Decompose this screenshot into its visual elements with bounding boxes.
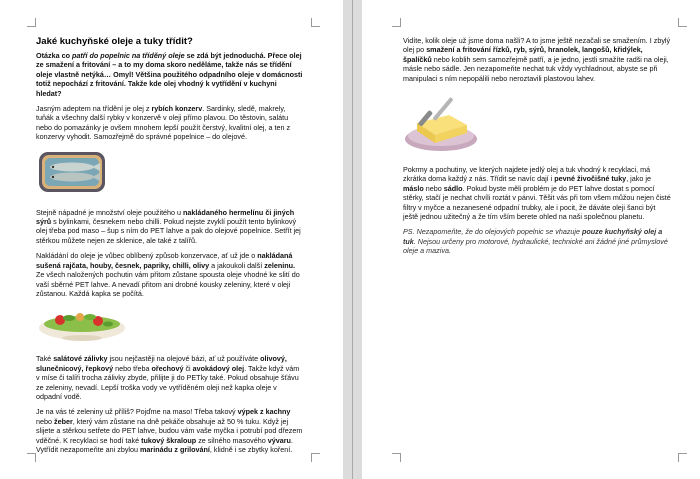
text-run: , jako je bbox=[626, 174, 651, 184]
paragraph-fish-cans bbox=[36, 104, 304, 142]
text-run: , který vám zůstane na dně pekáče obsahuje až 50 % tuku. Když jej slijete a stěrkou setřete do PET lahve, budou vám vaše myčka i potrubí pod dřezem vděčné. K recyklaci se hodí také bbox=[36, 416, 303, 445]
margin-mark bbox=[678, 453, 687, 462]
text-run: Vidíte, kolik oleje už jsme doma našli? A to jsme ještě nezačali se smažením. I zbylý olej po bbox=[403, 36, 671, 55]
document-title: Jaké kuchyňské oleje a tuky třídit? bbox=[36, 36, 193, 47]
text-run: patří do popelnic na tříděný oleje bbox=[71, 51, 185, 60]
text-run: jsou nejčastěji na olejové bázi, ať už používáte bbox=[107, 354, 261, 364]
text-run: Pokrmy a pochutiny, ve kterých najdete jedlý olej a tuk vhodný k recyklaci, má zkrátka doma každý z nás. Třídit se navíc dají i bbox=[403, 165, 651, 184]
text-run: nebo třeba bbox=[113, 363, 152, 373]
text-run: Také bbox=[36, 354, 54, 364]
text-run: a jakoukoli další bbox=[209, 260, 265, 270]
text-run: vývaru bbox=[267, 435, 291, 445]
margin-mark bbox=[678, 18, 687, 27]
salad-bowl-image bbox=[36, 304, 128, 344]
margin-mark bbox=[392, 18, 401, 27]
text-run: PS. Nezapomeňte, že do olejových popelnic se vhazuje bbox=[403, 227, 582, 237]
text-run: nebo bbox=[36, 416, 54, 426]
text-run: Jasným adeptem na třídění je olej z bbox=[36, 104, 152, 114]
paragraph-dressings bbox=[36, 354, 304, 401]
text-run: Ze všech naložených pochutin vám přitom zůstane spousta oleje vhodné ke slití do vaší sběrné PET lahve. A nevadí přitom ani drobné kousky zeleniny, které v oleji zůstanou. Každá kapka se počítá. bbox=[36, 270, 300, 298]
text-run: smažení a fritování řízků, ryb, sýrů, hranolek, langošů, křidýlek, špalíčků bbox=[403, 45, 643, 64]
text-run: výpek z kachny bbox=[237, 407, 291, 417]
paragraph-meat bbox=[36, 407, 304, 454]
text-run: s bylinkami, česnekem nebo chilli. Pokud nejste zvyklí použít tento bylinkový olej třeba pod maso – šup s ním do PET lahve a pak do olejové popelnice. Setřít jej stěrkou můžete nejen ze sklenice, ale také z talířů. bbox=[36, 217, 301, 245]
text-run: žeber bbox=[54, 416, 73, 426]
text-run: . Pokud byste měli problém je do PET lahve dostat s pomocí stěrky, stačí je nechat chvíli roztát v pánvi. Těšit vás při tom všem můžou nejen čisté filtry v myčce a nezanesené odpadní trubky, ale i pocit, že dáváte oleji šanci být ještě jednou užitečný a že tím vším berete ohled na naši společnou planetu. bbox=[403, 183, 671, 222]
text-run: Je na vás té zeleniny už příliš? Pojďme na maso! Třeba takový bbox=[36, 407, 238, 417]
text-run: Otázka co bbox=[36, 51, 72, 60]
margin-mark bbox=[311, 18, 320, 27]
text-run: ořechový bbox=[151, 363, 184, 373]
sardine-tin-image bbox=[36, 148, 108, 198]
text-run: máslo bbox=[403, 183, 424, 193]
text-run: Nakládání do oleje je vůbec oblíbený způsob konzervace, ať už jde o bbox=[36, 251, 258, 261]
left-page-content bbox=[36, 36, 304, 460]
text-run: . Takže když vám v míse či talíři trocha zálivky zbyde, přilijte ji do PETky také. Pokud obsahuje šťávu ze zeleniny, nevadí. Lepší troška vody ve vytříděném oleji než kapka oleje v odpadní vodě. bbox=[36, 363, 300, 401]
text-run: ze silného masového bbox=[196, 435, 268, 445]
margin-mark bbox=[392, 453, 401, 462]
intro-paragraph bbox=[36, 51, 304, 98]
text-run: Stejně nápadné je množství oleje použitého u bbox=[36, 207, 184, 217]
text-run: nebo bbox=[423, 183, 444, 193]
text-run: marinádu z grilování bbox=[140, 444, 210, 454]
butter-image bbox=[403, 89, 479, 155]
right-page-content bbox=[403, 36, 671, 262]
margin-mark bbox=[27, 453, 36, 462]
page-divider bbox=[352, 0, 353, 479]
text-run: či bbox=[183, 363, 193, 373]
text-run: rybích konzerv bbox=[151, 104, 203, 114]
text-run: se zdá být jednoduchá. Přece olej ze smažení a fritování – a to my doma skoro neděláme, takže nás se třídění oleje vlastně netýká… Omyl! Většina použitého odpadního oleje v domácnosti totiž nepochází z fritování. Takže kde olej vhodný k vytřídění v kuchyni hledat? bbox=[36, 51, 303, 98]
text-run: . Sardinky, sledě, makrely, tuňák a všechny další rybky v konzervě v oleji přímo plavou. Do těstovin, salátu nebo do pomazánky je ovšem mnohem lepší použít čerstvý, kvalitní olej, a ten z konzervy vyhodit. Samozřejmě do správné popelnice – do olejové. bbox=[36, 104, 291, 142]
paragraph-solid-fats bbox=[403, 165, 671, 221]
margin-mark bbox=[311, 453, 320, 462]
page-gap bbox=[343, 0, 362, 479]
text-run: tukový škraloup bbox=[141, 435, 197, 445]
text-run: sádlo bbox=[443, 183, 463, 193]
text-run: olivový, slunečnicový, řepkový bbox=[36, 354, 287, 373]
text-run: nakládaná sušená rajčata, houby, česnek, papriky, chilli, olivy bbox=[36, 251, 293, 270]
text-run: zeleninu. bbox=[264, 260, 296, 270]
paragraph-cheese bbox=[36, 208, 304, 246]
text-run: salátové zálivky bbox=[53, 354, 108, 364]
text-run: , klidně i se zbytky koření. bbox=[209, 444, 293, 454]
paragraph-pickled bbox=[36, 251, 304, 298]
text-run: pevné živočišné tuky bbox=[554, 174, 627, 184]
text-run: . Vytřídit nezapomeňte ani zbylou bbox=[36, 435, 293, 454]
text-run: nebo koblih sem samozřejmě patří, a je jedno, jestli smažíte radši na oleji, másle nebo sádle. Jen nezapomeňte nechat tuk vždy vychladnout, abyste se při manipulaci s ním nepopálili nebo neroztavili plastovou lahev. bbox=[403, 54, 669, 83]
paragraph-frying bbox=[403, 36, 671, 83]
text-run: . Nejsou určeny pro motorové, hydraulické, technické ani žádné jiné průmyslové oleje a maziva. bbox=[403, 236, 668, 256]
postscript bbox=[403, 227, 671, 255]
text-run: pouze kuchyňský olej a tuk bbox=[403, 227, 663, 246]
text-run: avokádový olej bbox=[192, 363, 245, 373]
margin-mark bbox=[27, 18, 36, 27]
text-run: nakládaného hermelínu či jiných sýrů bbox=[36, 207, 295, 227]
